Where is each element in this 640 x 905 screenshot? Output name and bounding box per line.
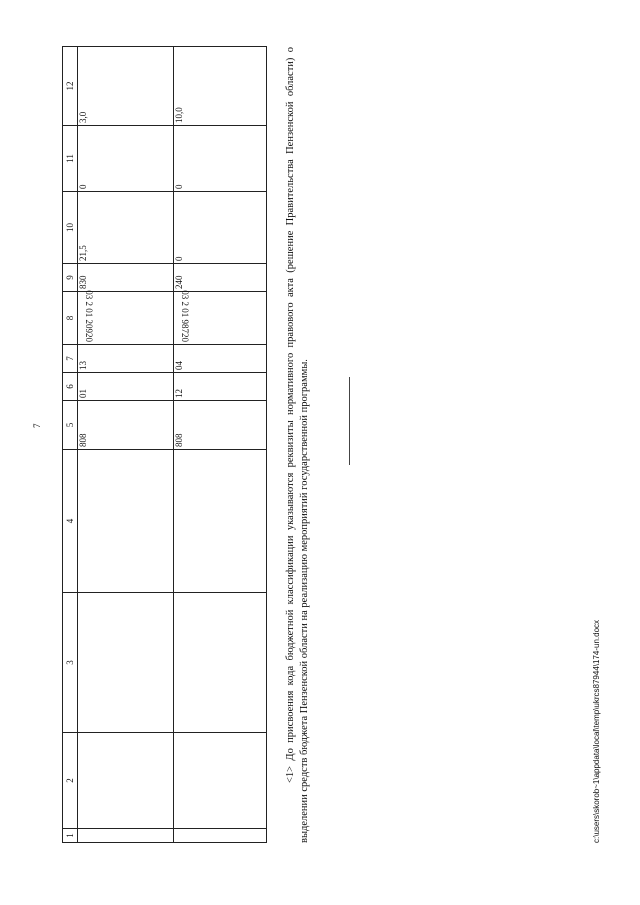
table-cell [174, 450, 267, 593]
header-cell: 5 [63, 401, 78, 450]
header-cell: 3 [63, 593, 78, 733]
header-cell: 6 [63, 373, 78, 401]
table-cell [174, 829, 267, 843]
budget-table [62, 46, 267, 843]
page-number: 7 [32, 423, 42, 428]
table-cell: 10,0 [174, 47, 267, 126]
header-cell: 4 [63, 450, 78, 593]
header-cell: 12 [63, 47, 78, 126]
footnote [284, 47, 312, 843]
header-cell: 7 [63, 345, 78, 373]
table-cell: 0 [174, 192, 267, 264]
table-cell [78, 733, 174, 829]
table-cell [174, 593, 267, 733]
table-cell: 04 [174, 345, 267, 373]
table-cell-kbk [174, 292, 267, 345]
header-cell: 1 [63, 829, 78, 843]
table-cell: 13 [78, 345, 174, 373]
table-cell [174, 733, 267, 829]
table-cell: 240 [174, 264, 267, 292]
table-cell: 830 [78, 264, 174, 292]
table-cell: 808 [174, 401, 267, 450]
table-cell: 0 [78, 126, 174, 192]
header-cell: 8 [63, 292, 78, 345]
header-cell: 11 [63, 126, 78, 192]
table-cell: 3,0 [78, 47, 174, 126]
table-row [78, 47, 174, 843]
table-cell: 12 [174, 373, 267, 401]
table-cell: 01 [78, 373, 174, 401]
table-cell-kbk [78, 292, 174, 345]
table-cell: 0 [174, 126, 267, 192]
header-cell: 2 [63, 733, 78, 829]
table-cell [78, 829, 174, 843]
kbk-code: 03 2 01 98720 [180, 290, 190, 342]
table-cell: 21,5 [78, 192, 174, 264]
kbk-code: 03 2 01 20920 [84, 290, 94, 342]
header-cell: 9 [63, 264, 78, 292]
table-row [174, 47, 267, 843]
footnote-separator [349, 377, 350, 465]
header-cell: 10 [63, 192, 78, 264]
table-cell [78, 450, 174, 593]
table-cell: 808 [78, 401, 174, 450]
footnote-text: <1> До присвоения кода бюджетной классификации указываются реквизиты нормативного правового акта (решение Правительства Пензенской области) о выделении средств бюджета Пензенской области на реализацию мероприятий государственной программы. [285, 47, 310, 843]
table-cell [78, 593, 174, 733]
table-header-row [63, 47, 78, 843]
file-path: c:\users\skorob~1\appdata\local\temp\ukrcs87944\174-un.docx [592, 619, 601, 843]
